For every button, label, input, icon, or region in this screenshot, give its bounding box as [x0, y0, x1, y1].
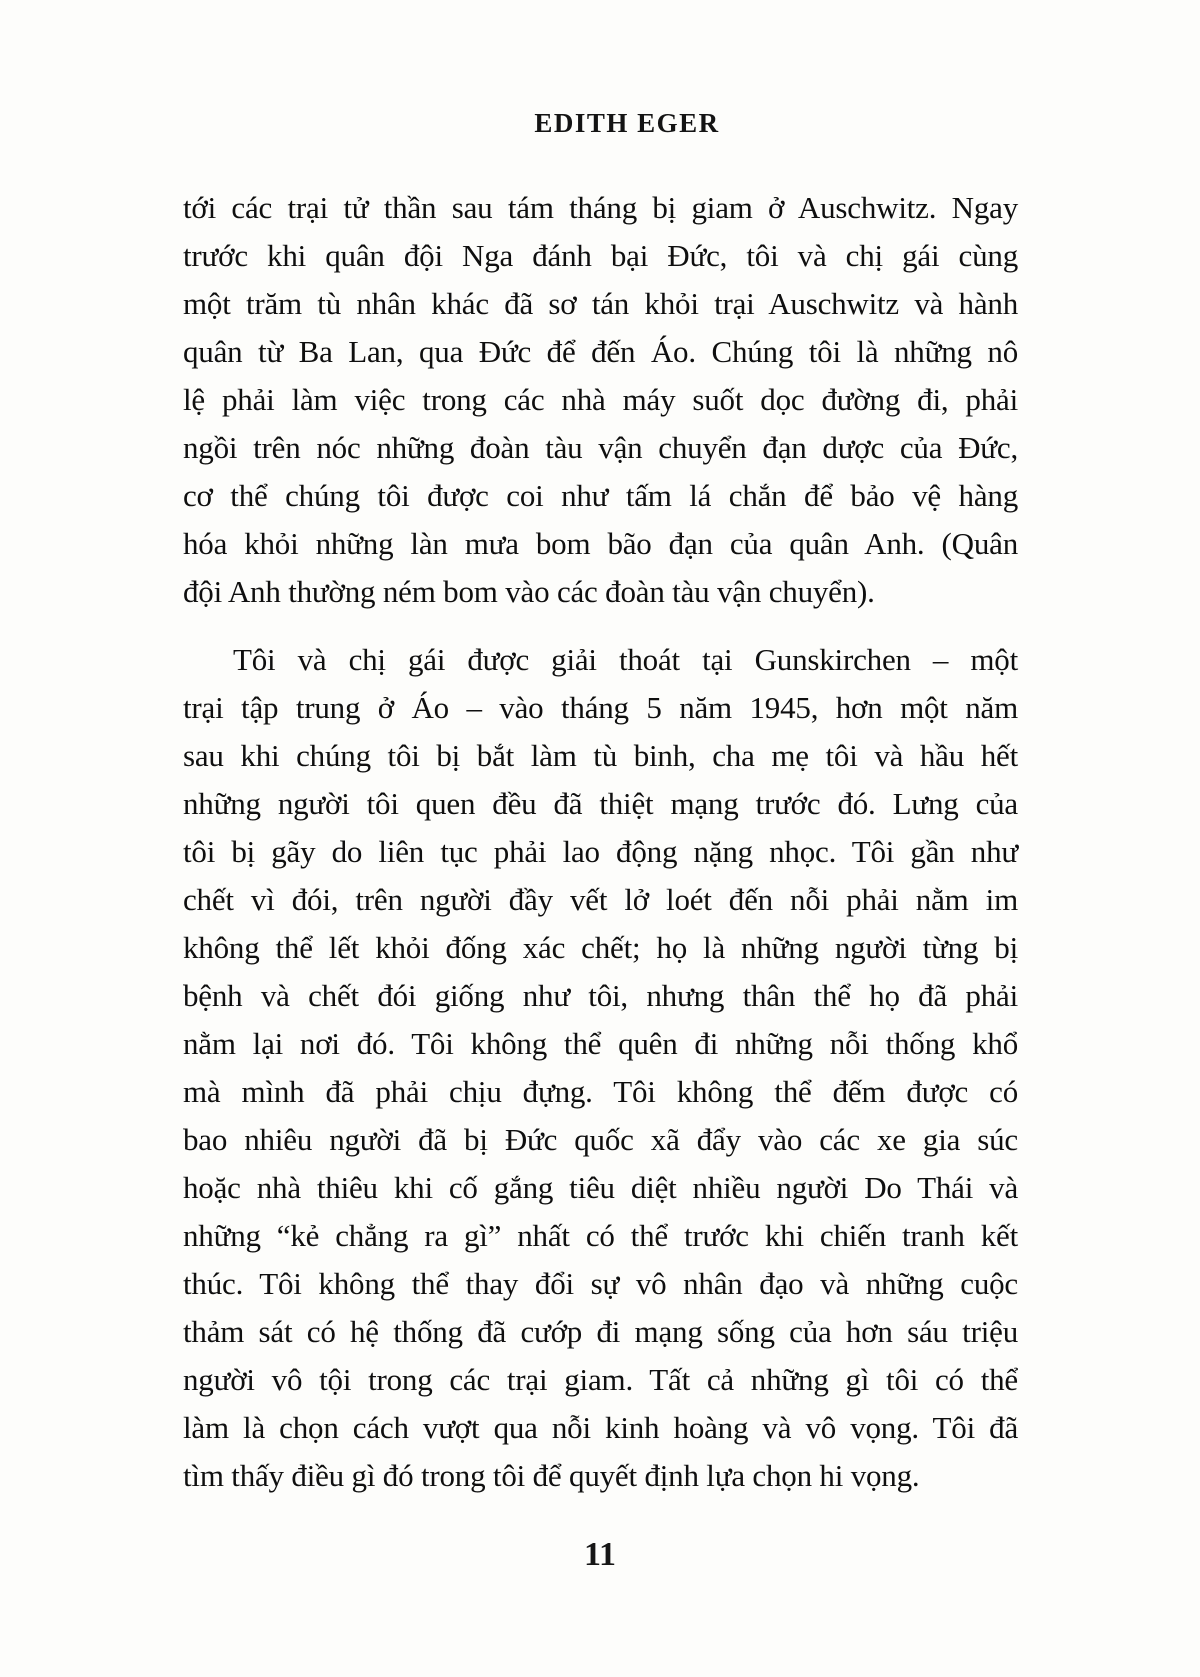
- page-body: [183, 184, 1018, 1500]
- text-line: thúc. Tôi không thể thay đổi sự vô nhân đạo và những cuộc: [183, 1266, 1018, 1301]
- paragraph: [183, 184, 1018, 616]
- text-line: tới các trại tử thần sau tám tháng bị giam ở Auschwitz. Ngay: [183, 190, 1018, 225]
- text-line: thảm sát có hệ thống đã cướp đi mạng sống của hơn sáu triệu: [183, 1314, 1018, 1349]
- running-header: EDITH EGER: [534, 108, 720, 138]
- text-line: trại tập trung ở Áo – vào tháng 5 năm 1945, hơn một năm: [183, 690, 1018, 725]
- text-line: lệ phải làm việc trong các nhà máy suốt dọc đường đi, phải: [183, 382, 1018, 417]
- text-line: chết vì đói, trên người đầy vết lở loét đến nỗi phải nằm im: [183, 882, 1018, 917]
- text-line: nằm lại nơi đó. Tôi không thể quên đi những nỗi thống khổ: [183, 1026, 1018, 1061]
- text-line: Tôi và chị gái được giải thoát tại Gunskirchen – một: [233, 642, 1018, 677]
- text-line: hóa khỏi những làn mưa bom bão đạn của quân Anh. (Quân: [183, 526, 1018, 561]
- text-line: đội Anh thường ném bom vào các đoàn tàu vận chuyển).: [183, 574, 875, 609]
- text-line: bao nhiêu người đã bị Đức quốc xã đẩy vào các xe gia súc: [183, 1122, 1018, 1157]
- paragraph: [183, 636, 1018, 1500]
- text-line: trước khi quân đội Nga đánh bại Đức, tôi và chị gái cùng: [183, 238, 1018, 273]
- text-line: một trăm tù nhân khác đã sơ tán khỏi trại Auschwitz và hành: [183, 286, 1018, 321]
- text-line: quân từ Ba Lan, qua Đức để đến Áo. Chúng tôi là những nô: [183, 334, 1018, 369]
- text-line: hoặc nhà thiêu khi cố gắng tiêu diệt nhiều người Do Thái và: [183, 1170, 1018, 1205]
- text-line: tìm thấy điều gì đó trong tôi để quyết định lựa chọn hi vọng.: [183, 1458, 920, 1493]
- text-line: những “kẻ chẳng ra gì” nhất có thể trước khi chiến tranh kết: [183, 1218, 1018, 1253]
- text-line: không thể lết khỏi đống xác chết; họ là những người từng bị: [183, 930, 1018, 965]
- page-number: 11: [583, 1536, 617, 1573]
- text-line: người vô tội trong các trại giam. Tất cả những gì tôi có thể: [183, 1362, 1018, 1397]
- text-line: ngồi trên nóc những đoàn tàu vận chuyển đạn dược của Đức,: [183, 430, 1018, 465]
- text-line: những người tôi quen đều đã thiệt mạng trước đó. Lưng của: [183, 786, 1018, 821]
- text-line: sau khi chúng tôi bị bắt làm tù binh, cha mẹ tôi và hầu hết: [183, 738, 1018, 773]
- text-line: tôi bị gãy do liên tục phải lao động nặng nhọc. Tôi gần như: [183, 834, 1018, 869]
- text-line: bệnh và chết đói giống như tôi, nhưng thân thể họ đã phải: [183, 978, 1018, 1013]
- text-line: làm là chọn cách vượt qua nỗi kinh hoàng và vô vọng. Tôi đã: [183, 1410, 1018, 1445]
- text-line: mà mình đã phải chịu đựng. Tôi không thể đếm được có: [183, 1074, 1018, 1109]
- text-line: cơ thể chúng tôi được coi như tấm lá chắn để bảo vệ hàng: [183, 478, 1018, 513]
